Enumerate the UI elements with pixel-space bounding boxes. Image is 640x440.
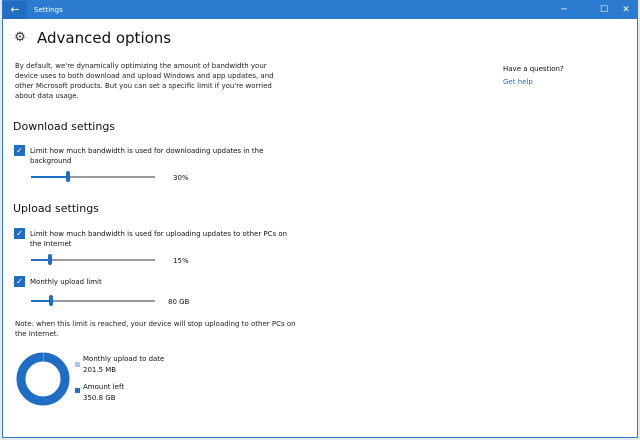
back-arrow-icon[interactable]: ← [3, 1, 27, 19]
download-slider-thumb[interactable] [66, 171, 70, 182]
legend-uploaded-label: Monthly upload to date [83, 355, 165, 363]
legend-remaining-value: 350.8 GB [83, 394, 116, 402]
minimize-button[interactable]: ─ [561, 5, 567, 15]
legend-uploaded-swatch [75, 362, 80, 367]
close-button[interactable]: ✕ [622, 5, 630, 15]
page-description: By default, we're dynamically optimizing the amount of bandwidth your device uses to both download and upload Windows and app updates, and other Microsoft products. But you can set a specific limit if you're worried about data usage. [15, 62, 274, 100]
download-slider-value: 30% [173, 174, 189, 182]
download-limit-checkbox[interactable]: ✓ [14, 145, 25, 156]
monthly-limit-checkbox[interactable]: ✓ [14, 276, 25, 287]
maximize-button[interactable]: ☐ [599, 5, 609, 15]
gear-icon: ⚙ [14, 30, 26, 45]
legend-uploaded-value: 201.5 MB [83, 366, 117, 374]
download-limit-label: Limit how much bandwidth is used for downloading updates in the background [30, 147, 264, 165]
download-settings-heading: Download settings [13, 120, 116, 133]
donut-remaining-ring [21, 357, 65, 401]
title-bar [3, 1, 637, 19]
get-help-link[interactable]: Get help [503, 78, 533, 86]
download-slider-track[interactable] [31, 176, 155, 178]
page-title: Advanced options [37, 29, 172, 47]
upload-slider-value: 15% [173, 257, 189, 265]
upload-slider-thumb[interactable] [48, 254, 52, 265]
upload-limit-label: Limit how much bandwidth is used for uploading updates to other PCs on the Internet [30, 230, 288, 248]
monthly-limit-label: Monthly upload limit [30, 278, 102, 286]
settings-window [2, 0, 638, 438]
download-slider-fill [31, 176, 68, 178]
legend-remaining-label: Amount left [83, 383, 125, 391]
upload-usage-donut [15, 351, 71, 407]
monthly-slider-thumb[interactable] [49, 295, 53, 306]
upload-limit-checkbox[interactable]: ✓ [14, 228, 25, 239]
monthly-slider-value: 80 GB [168, 298, 190, 306]
monthly-slider-fill [31, 300, 51, 302]
help-question: Have a question? [503, 65, 564, 73]
upload-settings-heading: Upload settings [13, 202, 99, 215]
legend-remaining-swatch [75, 388, 80, 393]
window-title: Settings [34, 6, 63, 14]
upload-limit-note: Note: when this limit is reached, your device will stop uploading to other PCs on the Internet. [15, 320, 296, 338]
